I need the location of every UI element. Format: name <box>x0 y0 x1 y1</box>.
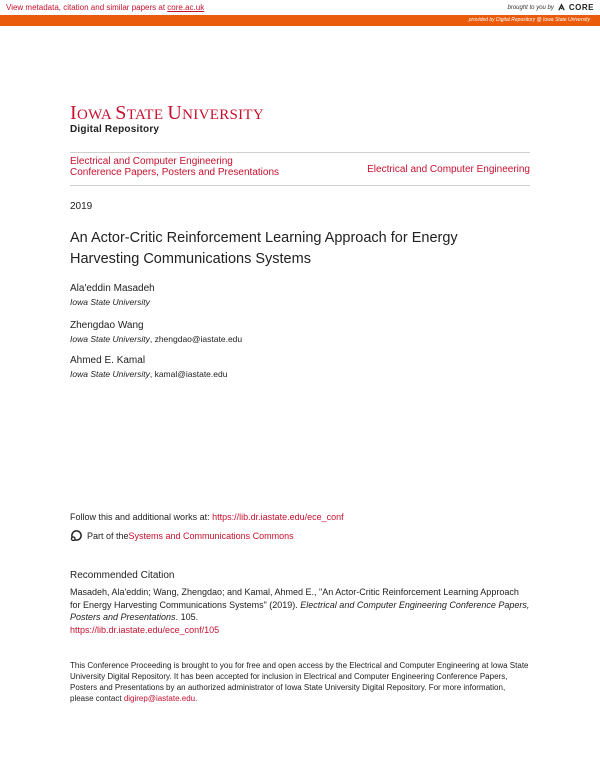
author-affiliation <box>70 297 150 307</box>
part-of-text: Part of the <box>87 530 129 541</box>
citation-series: Electrical and Computer Engineering Conference Papers, Posters and Presentations <box>70 599 530 622</box>
author-affiliation <box>70 369 227 379</box>
citation-text <box>70 586 530 636</box>
citation-link[interactable]: https://lib.dr.iastate.edu/ece_conf/105 <box>70 624 220 635</box>
series-bottom-divider <box>70 185 530 186</box>
access-notice <box>70 660 530 704</box>
part-of-line <box>70 529 294 542</box>
access-notice-text: This Conference Proceeding is brought to you for free and open access by the Electrical and Computer Engineering at Iowa State University Digital Repository. It has been accepted for inclusion in Electrical and Computer Engineering Conference Papers, Posters and Presentations by an authorized administrator of Iowa State University Digital Repository. For more information, please contact <box>70 661 529 703</box>
logo-word-niversity: NIVERSITY <box>182 107 265 123</box>
commons-network-icon <box>70 529 83 542</box>
affiliation-text: Iowa State University <box>70 369 150 379</box>
author-affiliation <box>70 334 242 344</box>
publication-year: 2019 <box>70 201 93 212</box>
core-link[interactable]: core.ac.uk <box>167 3 205 12</box>
provided-by-text: provided by Digital Repository @ Iowa State University <box>468 17 590 23</box>
series-link-line1[interactable]: Electrical and Computer Engineering <box>70 156 233 167</box>
affiliation-text: Iowa State University <box>70 334 150 344</box>
follow-line <box>70 512 344 522</box>
logo-word-owa: OWA <box>76 107 116 123</box>
logo-letter-s: S <box>115 102 127 124</box>
paper-title: An Actor-Critic Reinforcement Learning Approach for Energy Harvesting Communications Systems <box>70 230 458 267</box>
provided-by-strip <box>0 15 600 26</box>
logo-letter-u: U <box>167 102 183 124</box>
logo-word-tate: TATE <box>126 107 168 123</box>
recommended-citation-heading: Recommended Citation <box>70 570 175 581</box>
affiliation-text: Iowa State University <box>70 297 150 307</box>
follow-text: Follow this and additional works at: <box>70 512 213 522</box>
series-left <box>70 156 279 178</box>
follow-link[interactable]: https://lib.dr.iastate.edu/ece_conf <box>212 512 344 522</box>
core-brought-by[interactable] <box>508 3 595 12</box>
logo-letter-i: I <box>70 102 77 124</box>
author-name: Ahmed E. Kamal <box>70 355 146 366</box>
core-logo-icon <box>557 3 566 12</box>
contact-email-link[interactable]: digirep@iastate.edu <box>123 694 196 703</box>
digital-repository-label: Digital Repository <box>70 124 160 135</box>
commons-link[interactable]: Systems and Communications Commons <box>128 530 294 541</box>
author-name: Ala'eddin Masadeh <box>70 283 155 294</box>
series-right-link[interactable]: Electrical and Computer Engineering <box>367 164 530 175</box>
author-name: Zhengdao Wang <box>70 320 144 331</box>
author-email: , zhengdao@iastate.edu <box>149 334 243 344</box>
citation-part1: Masadeh, Ala'eddin; Wang, Zhengdao; and Kamal, Ahmed E., "An Actor-Critic Reinforcement Learning Approach for Energy Harvesting Communications Systems" (2019). <box>70 587 519 610</box>
series-link-line2[interactable]: Conference Papers, Posters and Presentations <box>70 167 280 178</box>
brought-text: brought to you by <box>507 4 554 11</box>
series-top-divider <box>70 152 530 153</box>
core-wordmark: CORE <box>568 3 594 12</box>
core-view-text: View metadata, citation and similar papers at <box>6 3 168 12</box>
isu-logo[interactable] <box>70 103 264 125</box>
author-email: , kamal@iastate.edu <box>149 369 228 379</box>
access-notice-end: . <box>195 694 198 703</box>
citation-part2: . 105. <box>175 612 199 622</box>
core-header <box>0 0 600 26</box>
core-view-metadata <box>6 3 204 12</box>
